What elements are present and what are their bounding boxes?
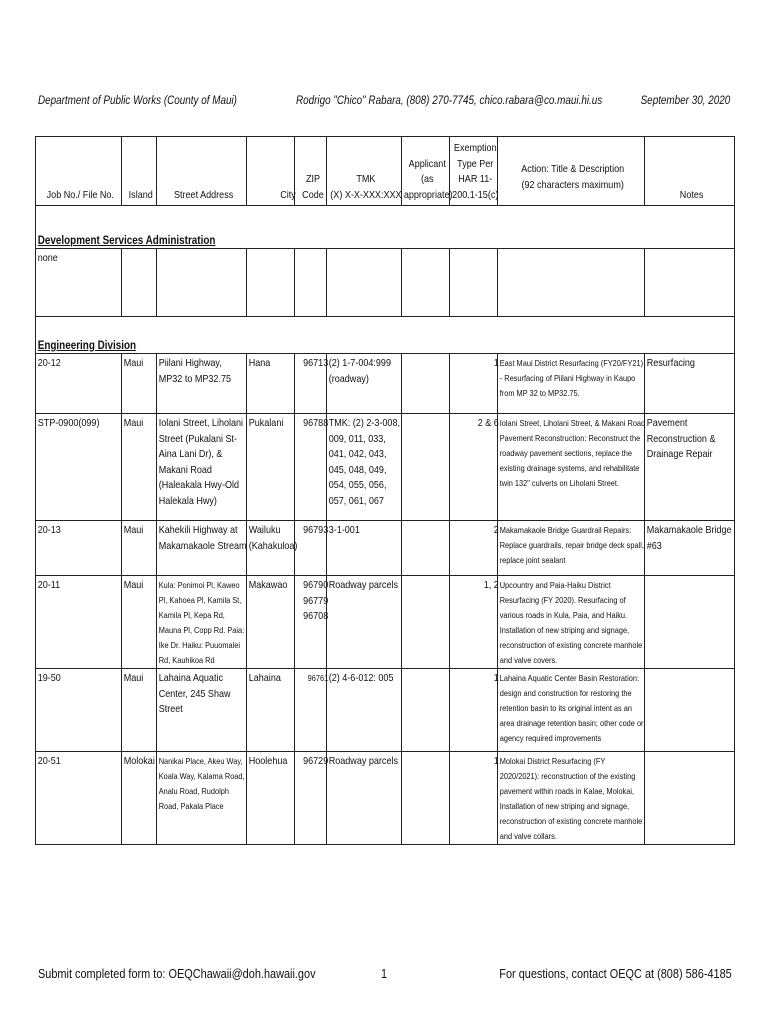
cell-city: Lahaina <box>248 672 281 684</box>
cell-street: Piilani Highway, MP32 to MP32.75 <box>158 357 232 385</box>
table-row <box>36 521 735 576</box>
cell-notes <box>645 752 737 754</box>
col-job: Job No./ File No. <box>36 137 122 206</box>
cell-notes: Resurfacing <box>646 357 695 369</box>
cell-applicant <box>402 752 452 754</box>
cell-zip: 96790 96779 96708 <box>303 579 329 622</box>
header-department: Department of Public Works (County of Maui) <box>38 95 237 107</box>
cell-city: Hana <box>248 357 271 369</box>
cell-city: Makawao <box>248 579 288 591</box>
page-number: 1 <box>381 966 388 981</box>
cell-exemption: 2 <box>494 524 500 536</box>
table-row <box>36 669 735 752</box>
cell-applicant <box>402 354 452 356</box>
cell-tmk: Roadway parcels <box>328 579 398 591</box>
exemption-log-table <box>35 136 735 845</box>
col-zip: ZIP Code <box>295 137 327 206</box>
cell-applicant <box>402 521 452 523</box>
cell-street: Kahekili Highway at Makamakaole Stream <box>158 524 247 552</box>
cell-zip: 96713 <box>303 357 329 369</box>
cell-street: Nanikai Place, Akeu Way, Koala Way, Kalama Road, Analu Road, Rudolph Road, Pakala Place <box>158 756 245 811</box>
col-exemption: Exemption Type Per HAR 11- 200.1-15(c) <box>450 137 498 206</box>
cell-city: Pukalani <box>248 417 284 429</box>
header-contact: Rodrigo "Chico" Rabara, (808) 270-7745, chico.rabara@co.maui.hi.us <box>296 95 603 107</box>
cell-notes <box>645 669 737 671</box>
footer-submit: Submit completed form to: OEQChawaii@doh.hawaii.gov <box>38 966 316 981</box>
cell-job: 20-12 <box>37 357 61 369</box>
col-notes: Notes <box>645 137 735 206</box>
cell-job: 19-50 <box>37 672 61 684</box>
cell-tmk: TMK: (2) 2-3-008, 009, 011, 033, 041, 042, 043, 045, 048, 049, 054, 055, 056, 057, 061, 067 <box>328 417 400 507</box>
cell-zip: 96793 <box>303 524 329 536</box>
cell-action: Iolani Street, Liholani Street, & Makani Road Pavement Reconstruction: Reconstruct the roadway pavement sections, replace the existing drainage systems, and rehabilitate twin 132" culverts on Liholani Street. <box>499 418 646 488</box>
cell-tmk: Roadway parcels <box>328 755 398 767</box>
cell-job: 20-11 <box>37 579 61 591</box>
cell-job: 20-51 <box>37 755 61 767</box>
cell-action: Lahaina Aquatic Center Basin Restoration: design and construction for restoring the retention basin to its original intent as an area drainage retention basin; other code or agency required improvements <box>499 673 644 743</box>
table-row <box>36 354 735 414</box>
cell-applicant <box>402 576 452 578</box>
col-applicant: Applicant (as appropriate) <box>402 137 450 206</box>
cell-exemption: 1 <box>494 357 500 369</box>
cell-street: Iolani Street, Liholani Street (Pukalani St-Aina Lani Dr), & Makani Road (Haleakala Hwy-Old Halekala Hwy) <box>158 417 244 507</box>
cell-tmk: 3-1-001 <box>328 524 360 536</box>
header-date: September 30, 2020 <box>640 95 730 107</box>
cell-job: 20-13 <box>37 524 61 536</box>
table-row <box>36 752 735 845</box>
engineering-rows <box>36 354 735 845</box>
cell-zip: 96788 <box>303 417 329 429</box>
cell-city: Wailuku (Kahakuloa) <box>248 524 298 552</box>
table-row-dsa-none: none <box>36 249 735 317</box>
section-title: Development Services Administration <box>37 235 216 247</box>
cell-applicant <box>402 414 452 416</box>
cell-action: Makamakaole Bridge Guardrail Repairs: Replace guardrails, repair bridge deck spall, replace joint sealant <box>499 525 644 565</box>
cell-tmk: (2) 1-7-004:999 (roadway) <box>328 357 391 385</box>
table-row <box>36 576 735 669</box>
cell-action: East Maui District Resurfacing (FY20/FY21) - Resurfacing of Piilani Highway in Kaupo from MP 32 to MP32.75. <box>499 358 644 398</box>
cell-zip: 96729 <box>303 755 329 767</box>
cell-island: Molokai <box>123 755 155 767</box>
col-island: Island <box>122 137 157 206</box>
cell-applicant <box>402 669 452 671</box>
footer-questions: For questions, contact OEQC at (808) 586-4185 <box>499 966 732 981</box>
cell-notes <box>645 576 737 578</box>
section-dsa <box>36 206 735 249</box>
col-street: Street Address <box>157 137 247 206</box>
table-row <box>36 414 735 521</box>
cell-exemption: 1 <box>494 755 500 767</box>
cell-notes: Pavement Reconstruction & Drainage Repair <box>646 417 716 460</box>
cell-city: Hoolehua <box>248 755 288 767</box>
table-header-row <box>36 137 735 206</box>
cell-zip: 96761 <box>307 673 329 683</box>
cell-street: Kula: Ponimoi Pl, Kaweo Pl, Kahoea Pl, Kamila St, Kamila Pl, Kepa Rd, Mauna Pl, Copp Rd. Paia: Ike Dr. Haiku: Puuomalei Rd, Kauhikoa Rd <box>158 580 245 665</box>
section-title: Engineering Division <box>37 340 137 352</box>
cell-island: Maui <box>123 579 144 591</box>
cell-action: Molokai District Resurfacing (FY 2020/2021): reconstruction of the existing pavement within roads in Kalae, Molokai, Installation of new striping and signage, reconstruction of existing concrete manhole and valve collars. <box>499 756 643 841</box>
cell-job: STP-0900(099) <box>37 417 100 429</box>
cell-island: Maui <box>123 672 144 684</box>
cell-exemption: 1, 2 <box>484 579 500 591</box>
col-tmk: TMK (X) X-X-XXX:XXX <box>327 137 402 206</box>
section-engineering <box>36 317 735 354</box>
cell-tmk: (2) 4-6-012: 005 <box>328 672 394 684</box>
col-city: City <box>247 137 295 206</box>
col-action: Action: Title & Description (92 characters maximum) <box>498 137 645 206</box>
cell-notes: Makamakaole Bridge #63 <box>646 524 732 552</box>
cell-street: Lahaina Aquatic Center, 245 Shaw Street <box>158 672 231 715</box>
cell-exemption: 1 <box>494 672 500 684</box>
cell-action: Upcountry and Paia-Haiku District Resurfacing (FY 2020). Resurfacing of various roads in Kula, Paia, and Haiku. Installation of new striping and signage, reconstruction of existing concrete manhole and valve covers. <box>499 580 643 665</box>
cell-island: Maui <box>123 417 144 429</box>
cell-island: Maui <box>123 524 144 536</box>
cell-island: Maui <box>123 357 144 369</box>
cell-exemption: 2 & 6 <box>478 417 500 429</box>
